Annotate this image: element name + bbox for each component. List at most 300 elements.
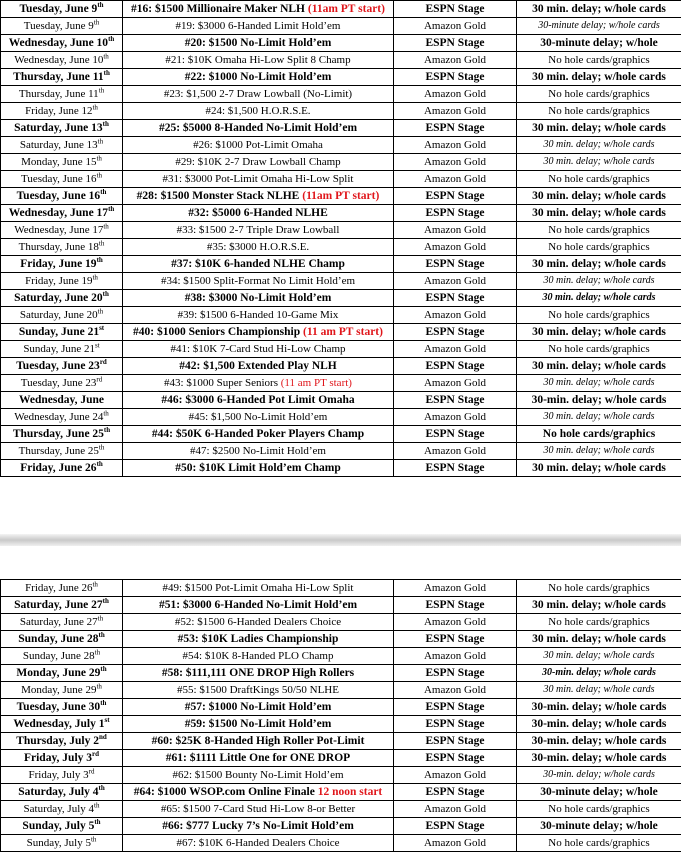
date-cell <box>1 256 123 273</box>
date-ordinal-suffix: th <box>96 460 103 469</box>
event-title: #66: $777 Lucky 7’s No-Limit Hold’em <box>162 820 354 832</box>
schedule-row <box>1 307 681 324</box>
start-time-note: 12 noon start <box>317 786 383 798</box>
coverage-cell: 30 min. delay; w/hole cards <box>517 188 681 205</box>
coverage-cell: No hole cards/graphics <box>517 614 681 631</box>
schedule-row <box>1 631 681 648</box>
date-cell <box>1 460 123 477</box>
schedule-row <box>1 324 681 341</box>
coverage-cell: 30-min. delay; w/hole cards <box>517 392 681 409</box>
event-title: #38: $3000 No-Limit Hold’em <box>184 292 332 304</box>
schedule-row <box>1 818 681 835</box>
date-cell <box>1 239 123 256</box>
network-cell: ESPN Stage <box>394 716 517 733</box>
schedule-row <box>1 716 681 733</box>
date-cell <box>1 18 123 35</box>
event-cell <box>123 614 394 631</box>
network-cell: Amazon Gold <box>394 767 517 784</box>
date-ordinal-suffix: st <box>104 716 110 725</box>
date-ordinal-suffix: nd <box>98 733 107 742</box>
schedule-row <box>1 205 681 222</box>
date-text: Thursday, June 25 <box>12 428 104 440</box>
event-cell <box>123 409 394 426</box>
network-cell: ESPN Stage <box>394 665 517 682</box>
coverage-cell: 30 min. delay; w/hole cards <box>517 409 681 426</box>
date-text: Friday, June 26 <box>20 462 97 474</box>
date-text: Monday, June 29 <box>21 684 97 696</box>
date-text: Tuesday, June 16 <box>20 173 97 185</box>
date-ordinal-suffix: th <box>100 699 107 708</box>
schedule-row <box>1 188 681 205</box>
date-ordinal-suffix: th <box>100 188 107 197</box>
date-cell <box>1 784 123 801</box>
event-cell <box>123 307 394 324</box>
date-text: Sunday, June 28 <box>18 633 99 645</box>
schedule-row <box>1 767 681 784</box>
date-text: Saturday, June 20 <box>14 292 103 304</box>
date-cell <box>1 648 123 665</box>
date-ordinal-suffix: rd <box>96 375 103 384</box>
coverage-cell: 30 min. delay; w/hole cards <box>517 137 681 154</box>
date-ordinal-suffix: th <box>96 154 102 163</box>
date-ordinal-suffix: rd <box>92 750 100 759</box>
schedule-row <box>1 239 681 256</box>
date-text: Sunday, June 21 <box>18 326 100 338</box>
date-text: Thursday, June 11 <box>18 88 99 100</box>
event-cell <box>123 1 394 18</box>
coverage-cell: 30 min. delay; w/hole cards <box>517 256 681 273</box>
date-ordinal-suffix: th <box>98 784 105 793</box>
date-cell <box>1 273 123 290</box>
network-cell: Amazon Gold <box>394 648 517 665</box>
event-title: #43: $1000 Super Seniors <box>164 377 279 389</box>
date-ordinal-suffix: th <box>92 273 98 282</box>
date-text: Wednesday, June 10 <box>14 54 104 66</box>
network-cell: Amazon Gold <box>394 341 517 358</box>
event-title: #54: $10K 8-Handed PLO Champ <box>182 650 334 662</box>
event-cell <box>123 648 394 665</box>
date-text: Sunday, July 5 <box>26 837 91 849</box>
schedule-row <box>1 665 681 682</box>
coverage-cell: No hole cards/graphics <box>517 52 681 69</box>
event-cell <box>123 120 394 137</box>
event-cell <box>123 171 394 188</box>
schedule-row <box>1 290 681 307</box>
network-cell: ESPN Stage <box>394 1 517 18</box>
date-ordinal-suffix: rd <box>99 358 107 367</box>
coverage-cell: 30 min. delay; w/hole cards <box>517 375 681 392</box>
date-ordinal-suffix: th <box>97 307 104 316</box>
date-text: Friday, July 3 <box>28 769 89 781</box>
coverage-cell: No hole cards/graphics <box>517 426 681 443</box>
date-text: Tuesday, June 16 <box>16 190 101 202</box>
date-cell <box>1 801 123 818</box>
coverage-cell: 30-min. delay; w/hole cards <box>517 750 681 767</box>
event-title: #40: $1000 Seniors Championship <box>133 326 301 338</box>
event-title: #44: $50K 6-Handed Poker Players Champ <box>151 428 365 440</box>
schedule-row <box>1 648 681 665</box>
schedule-row <box>1 86 681 103</box>
network-cell: ESPN Stage <box>394 35 517 52</box>
date-ordinal-suffix: th <box>97 1 104 10</box>
event-title: #37: $10K 6-handed NLHE Champ <box>171 258 345 270</box>
event-title: #60: $25K 8-Handed High Roller Pot-Limit <box>151 735 365 747</box>
schedule-row <box>1 1 681 18</box>
network-cell: Amazon Gold <box>394 137 517 154</box>
network-cell: ESPN Stage <box>394 699 517 716</box>
network-cell: ESPN Stage <box>394 324 517 341</box>
schedule-row <box>1 699 681 716</box>
date-cell <box>1 52 123 69</box>
coverage-cell: 30-minute delay; w/hole <box>517 784 681 801</box>
event-title: #59: $1500 No-Limit Hold’em <box>184 718 332 730</box>
date-cell <box>1 69 123 86</box>
network-cell: Amazon Gold <box>394 171 517 188</box>
network-cell: Amazon Gold <box>394 682 517 699</box>
date-ordinal-suffix: th <box>97 137 104 146</box>
schedule-row <box>1 375 681 392</box>
event-cell <box>123 324 394 341</box>
date-ordinal-suffix: th <box>90 835 97 844</box>
date-text: Wednesday, June 17 <box>14 224 104 236</box>
date-cell <box>1 699 123 716</box>
event-title: #46: $3000 6-Handed Pot Limit Omaha <box>161 394 355 406</box>
date-text: Wednesday, June <box>19 394 104 406</box>
coverage-cell: 30-min. delay; w/hole cards <box>517 733 681 750</box>
date-cell <box>1 188 123 205</box>
schedule-row <box>1 784 681 801</box>
date-text: Thursday, June 11 <box>13 71 104 83</box>
schedule-row <box>1 801 681 818</box>
coverage-cell: 30 min. delay; w/hole cards <box>517 358 681 375</box>
event-title: #41: $10K 7-Card Stud Hi-Low Champ <box>170 343 346 355</box>
coverage-cell: 30 min. delay; w/hole cards <box>517 631 681 648</box>
coverage-cell: 30-min. delay; w/hole cards <box>517 716 681 733</box>
event-cell <box>123 750 394 767</box>
date-text: Saturday, June 13 <box>19 139 98 151</box>
date-ordinal-suffix: th <box>100 665 107 674</box>
network-cell: Amazon Gold <box>394 375 517 392</box>
event-cell <box>123 154 394 171</box>
network-cell: Amazon Gold <box>394 835 517 852</box>
event-cell <box>123 18 394 35</box>
network-cell: Amazon Gold <box>394 307 517 324</box>
event-title: #49: $1500 Pot-Limit Omaha Hi-Low Split <box>162 582 354 594</box>
start-time-note: (11am PT start) <box>302 190 380 202</box>
date-cell <box>1 1 123 18</box>
date-cell <box>1 409 123 426</box>
event-title: #31: $3000 Pot-Limit Omaha Hi-Low Split <box>162 173 354 185</box>
schedule-row <box>1 69 681 86</box>
date-ordinal-suffix: rd <box>88 767 95 776</box>
date-text: Wednesday, June 17 <box>8 207 109 219</box>
event-cell <box>123 239 394 256</box>
network-cell: ESPN Stage <box>394 631 517 648</box>
date-cell <box>1 171 123 188</box>
date-cell <box>1 716 123 733</box>
date-cell <box>1 86 123 103</box>
coverage-cell: 30 min. delay; w/hole cards <box>517 324 681 341</box>
date-text: Monday, June 29 <box>16 667 101 679</box>
event-title: #26: $1000 Pot-Limit Omaha <box>193 139 323 151</box>
schedule-body-bottom <box>1 580 681 852</box>
date-cell <box>1 120 123 137</box>
date-cell <box>1 631 123 648</box>
schedule-row <box>1 392 681 409</box>
date-cell <box>1 137 123 154</box>
coverage-cell: No hole cards/graphics <box>517 86 681 103</box>
date-ordinal-suffix: th <box>108 205 115 214</box>
date-cell <box>1 835 123 852</box>
date-cell <box>1 614 123 631</box>
event-title: #32: $5000 6-Handed NLHE <box>188 207 328 219</box>
date-text: Saturday, June 20 <box>19 309 98 321</box>
event-title: #67: $10K 6-Handed Dealers Choice <box>176 837 340 849</box>
date-text: Sunday, June 28 <box>22 650 95 662</box>
date-cell <box>1 35 123 52</box>
event-title: #55: $1500 DraftKings 50/50 NLHE <box>177 684 339 696</box>
date-cell <box>1 597 123 614</box>
event-cell <box>123 699 394 716</box>
event-title: #21: $10K Omaha Hi-Low Split 8 Champ <box>165 54 351 66</box>
coverage-cell: 30-min. delay; w/hole cards <box>517 699 681 716</box>
network-cell: ESPN Stage <box>394 460 517 477</box>
date-ordinal-suffix: th <box>98 631 105 640</box>
event-cell <box>123 835 394 852</box>
date-text: Thursday, July 2 <box>16 735 99 747</box>
event-title: #35: $3000 H.O.R.S.E. <box>206 241 310 253</box>
date-ordinal-suffix: th <box>98 86 105 95</box>
date-cell <box>1 580 123 597</box>
event-title: #29: $10K 2-7 Draw Lowball Champ <box>175 156 341 168</box>
network-cell: Amazon Gold <box>394 154 517 171</box>
date-ordinal-suffix: st <box>99 324 105 333</box>
date-text: Saturday, June 27 <box>19 616 98 628</box>
coverage-cell: 30 min. delay; w/hole cards <box>517 273 681 290</box>
date-cell <box>1 767 123 784</box>
schedule-table-bottom <box>0 579 681 852</box>
schedule-row <box>1 154 681 171</box>
event-title: #62: $1500 Bounty No-Limit Hold’em <box>172 769 344 781</box>
event-cell <box>123 426 394 443</box>
date-text: Wednesday, June 24 <box>14 411 104 423</box>
coverage-cell: No hole cards/graphics <box>517 307 681 324</box>
page-break-divider <box>0 534 681 546</box>
event-cell <box>123 358 394 375</box>
date-cell <box>1 392 123 409</box>
coverage-cell: No hole cards/graphics <box>517 835 681 852</box>
event-cell <box>123 375 394 392</box>
network-cell: ESPN Stage <box>394 818 517 835</box>
network-cell: ESPN Stage <box>394 256 517 273</box>
date-text: Sunday, June 21 <box>23 343 96 355</box>
network-cell: Amazon Gold <box>394 273 517 290</box>
event-cell <box>123 86 394 103</box>
coverage-cell: No hole cards/graphics <box>517 341 681 358</box>
event-cell <box>123 256 394 273</box>
schedule-row <box>1 614 681 631</box>
event-title: #25: $5000 8-Handed No-Limit Hold’em <box>158 122 358 134</box>
network-cell: ESPN Stage <box>394 69 517 86</box>
event-title: #61: $1111 Little One for ONE DROP <box>165 752 351 764</box>
event-cell <box>123 52 394 69</box>
date-ordinal-suffix: th <box>97 614 104 623</box>
event-title: #24: $1,500 H.O.R.S.E. <box>205 105 311 117</box>
network-cell: Amazon Gold <box>394 580 517 597</box>
schedule-row <box>1 597 681 614</box>
event-cell <box>123 205 394 222</box>
start-time-note: (11 am PT start) <box>303 326 383 338</box>
event-cell <box>123 801 394 818</box>
event-title: #51: $3000 6-Handed No-Limit Hold’em <box>158 599 358 611</box>
date-ordinal-suffix: th <box>98 239 105 248</box>
event-cell <box>123 341 394 358</box>
start-time-note: (11 am PT start) <box>280 377 352 389</box>
date-ordinal-suffix: th <box>92 103 98 112</box>
date-ordinal-suffix: th <box>96 171 103 180</box>
coverage-cell: 30 min. delay; w/hole cards <box>517 120 681 137</box>
network-cell: Amazon Gold <box>394 52 517 69</box>
date-ordinal-suffix: th <box>108 35 115 44</box>
network-cell: ESPN Stage <box>394 188 517 205</box>
event-title: #33: $1500 2-7 Triple Draw Lowball <box>176 224 340 236</box>
date-cell <box>1 665 123 682</box>
event-title: #28: $1500 Monster Stack NLHE <box>136 190 300 202</box>
event-title: #53: $10K Ladies Championship <box>177 633 339 645</box>
date-cell <box>1 205 123 222</box>
event-cell <box>123 818 394 835</box>
network-cell: ESPN Stage <box>394 205 517 222</box>
date-cell <box>1 426 123 443</box>
event-title: #22: $1000 No-Limit Hold’em <box>184 71 332 83</box>
network-cell: Amazon Gold <box>394 443 517 460</box>
event-cell <box>123 392 394 409</box>
coverage-cell: 30 min. delay; w/hole cards <box>517 460 681 477</box>
date-ordinal-suffix: th <box>94 648 101 657</box>
date-text: Wednesday, June 10 <box>8 37 109 49</box>
schedule-row <box>1 137 681 154</box>
network-cell: Amazon Gold <box>394 222 517 239</box>
coverage-cell: 30 min. delay; w/hole cards <box>517 154 681 171</box>
date-ordinal-suffix: th <box>102 120 109 129</box>
event-cell <box>123 103 394 120</box>
network-cell: ESPN Stage <box>394 597 517 614</box>
network-cell: Amazon Gold <box>394 801 517 818</box>
date-ordinal-suffix: th <box>103 52 109 61</box>
event-title: #23: $1,500 2-7 Draw Lowball (No-Limit) <box>163 88 353 100</box>
event-cell <box>123 733 394 750</box>
coverage-cell: No hole cards/graphics <box>517 801 681 818</box>
event-title: #39: $1500 6-Handed 10-Game Mix <box>177 309 339 321</box>
event-title: #19: $3000 6-Handed Limit Hold’em <box>175 20 341 32</box>
network-cell: ESPN Stage <box>394 733 517 750</box>
date-ordinal-suffix: th <box>92 580 98 589</box>
event-cell <box>123 631 394 648</box>
schedule-row <box>1 409 681 426</box>
event-cell <box>123 69 394 86</box>
date-cell <box>1 103 123 120</box>
date-ordinal-suffix: th <box>96 682 102 691</box>
network-cell: Amazon Gold <box>394 614 517 631</box>
date-ordinal-suffix: th <box>103 222 109 231</box>
date-ordinal-suffix: th <box>103 69 110 78</box>
event-cell <box>123 716 394 733</box>
date-text: Thursday, June 25 <box>18 445 99 457</box>
event-title: #16: $1500 Millionaire Maker NLH <box>131 3 305 15</box>
event-cell <box>123 35 394 52</box>
date-text: Tuesday, June 23 <box>20 377 97 389</box>
schedule-row <box>1 341 681 358</box>
network-cell: Amazon Gold <box>394 103 517 120</box>
date-text: Monday, June 15 <box>21 156 97 168</box>
date-cell <box>1 358 123 375</box>
event-cell <box>123 767 394 784</box>
coverage-cell: 30 min. delay; w/hole cards <box>517 597 681 614</box>
date-text: Saturday, June 27 <box>14 599 103 611</box>
date-text: Tuesday, June 30 <box>16 701 101 713</box>
schedule-row <box>1 426 681 443</box>
event-cell <box>123 188 394 205</box>
date-cell <box>1 341 123 358</box>
date-ordinal-suffix: th <box>94 818 101 827</box>
schedule-row <box>1 120 681 137</box>
schedule-body-top <box>1 1 681 477</box>
date-ordinal-suffix: th <box>102 597 109 606</box>
event-title: #64: $1000 WSOP.com Online Finale <box>133 786 315 798</box>
coverage-cell: 30-minute delay; w/hole cards <box>517 18 681 35</box>
date-cell <box>1 324 123 341</box>
date-cell <box>1 375 123 392</box>
coverage-cell: 30 min. delay; w/hole cards <box>517 443 681 460</box>
schedule-row <box>1 750 681 767</box>
coverage-cell: No hole cards/graphics <box>517 239 681 256</box>
event-title: #34: $1500 Split-Format No Limit Hold’em <box>160 275 356 287</box>
schedule-row <box>1 358 681 375</box>
date-text: Saturday, July 4 <box>23 803 95 815</box>
date-text: Wednesday, July 1 <box>13 718 105 730</box>
event-cell <box>123 222 394 239</box>
coverage-cell: 30 min. delay; w/hole cards <box>517 1 681 18</box>
coverage-cell: 30 min. delay; w/hole cards <box>517 648 681 665</box>
date-text: Saturday, June 13 <box>14 122 103 134</box>
date-ordinal-suffix: st <box>95 341 100 350</box>
event-title: #52: $1500 6-Handed Dealers Choice <box>174 616 342 628</box>
schedule-row <box>1 222 681 239</box>
schedule-row <box>1 273 681 290</box>
schedule-row <box>1 103 681 120</box>
date-text: Friday, June 12 <box>25 105 93 117</box>
coverage-cell: 30 min. delay; w/hole cards <box>517 682 681 699</box>
event-cell <box>123 443 394 460</box>
date-cell <box>1 750 123 767</box>
schedule-row <box>1 52 681 69</box>
schedule-row <box>1 35 681 52</box>
date-cell <box>1 443 123 460</box>
date-text: Friday, June 19 <box>20 258 97 270</box>
schedule-row <box>1 682 681 699</box>
date-cell <box>1 290 123 307</box>
date-cell <box>1 818 123 835</box>
date-cell <box>1 307 123 324</box>
event-cell <box>123 460 394 477</box>
date-ordinal-suffix: th <box>102 290 109 299</box>
network-cell: ESPN Stage <box>394 290 517 307</box>
event-cell <box>123 597 394 614</box>
coverage-cell: 30 min. delay; w/hole cards <box>517 205 681 222</box>
date-cell <box>1 154 123 171</box>
event-cell <box>123 682 394 699</box>
date-ordinal-suffix: th <box>98 443 105 452</box>
